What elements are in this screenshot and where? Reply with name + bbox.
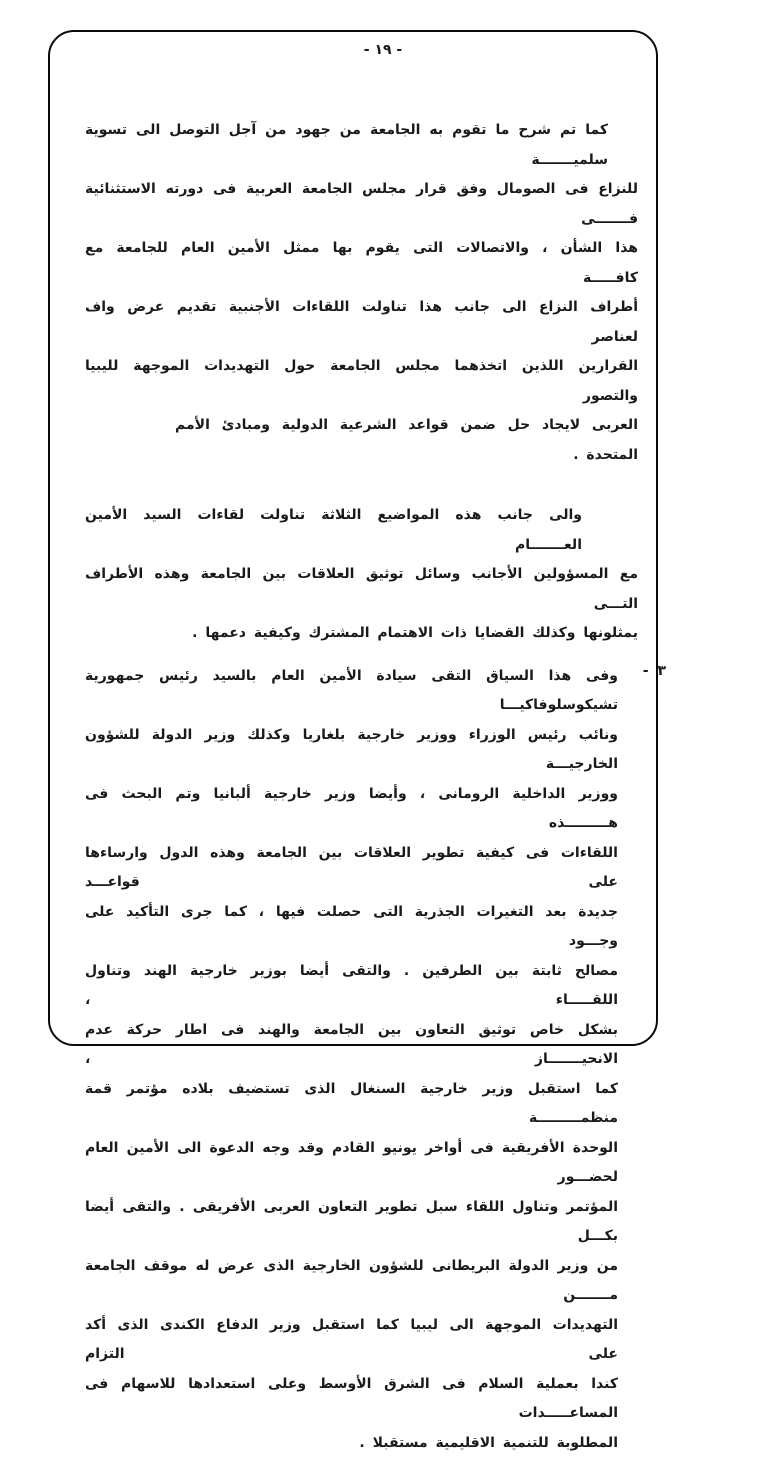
text-line: اللقاءات فى كيفية تطوير العلاقات بين الجامعة وهذه الدول وارساءها على قواعـــد: [85, 839, 618, 898]
page-number: - ١٩ -: [80, 42, 686, 58]
text-line: الوحدة الأفريقية فى أواخر يونيو القادم وقد وجه الدعوة الى الأمين العام لحضـــور: [85, 1134, 618, 1193]
text-line: ونائب رئيس الوزراء ووزير خارجية بلغاريا وكذلك وزير الدولة للشؤون الخارجيـــة: [85, 721, 618, 780]
text-line: هذا الشأن ، والاتصالات التى يقوم بها ممثل الأمين العام للجامعة مع كافـــــة: [85, 234, 638, 293]
text-line: يمثلونها وكذلك القضايا ذات الاهتمام المشترك وكيفية دعمها .: [85, 619, 638, 649]
list-item-number: ٣ -: [643, 663, 666, 679]
text-line: والى جانب هذه المواضيع الثلاثة تناولت لقاءات السيد الأمين العـــــــام: [85, 501, 638, 560]
text-line: وفى هذا السياق التقى سيادة الأمين العام بالسيد رئيس جمهورية تشيكوسلوفاكيـــا: [85, 662, 618, 721]
paragraph-three-topics: [85, 501, 638, 649]
item-3-lines: [85, 662, 618, 1458]
page-border: [48, 30, 658, 1046]
text-line: أطراف النزاع الى جانب هذا تناولت اللقاءات الأجنبية تقديم عرض واف لعناصر: [85, 293, 638, 352]
text-line: القرارين اللذين اتخذهما مجلس الجامعة حول التهديدات الموجهة لليبيا والتصور: [85, 352, 638, 411]
text-line: من وزير الدولة البريطانى للشؤون الخارجية الذى عرض له موقف الجامعة مـــــــن: [85, 1252, 618, 1311]
text-line: التهديدات الموجهة الى ليبيا كما استقبل وزير الدفاع الكندى الذى أكد على التزام: [85, 1311, 618, 1370]
paragraph-somalia-mediation: [85, 116, 638, 470]
text-line: مصالح ثابتة بين الطرفين . والتقى أيضا بوزير خارجية الهند وتناول اللقـــــاء ،: [85, 957, 618, 1016]
text-line: كندا بعملية السلام فى الشرق الأوسط وعلى استعدادها للاسهام فى المساعـــــدات: [85, 1370, 618, 1429]
text-line: المؤتمر وتناول اللقاء سبل تطوير التعاون العربى الأفريقى . والتقى أيضا بكـــل: [85, 1193, 618, 1252]
text-line: ووزير الداخلية الرومانى ، وأيضا وزير خارجية ألبانيا وتم البحث فى هـــــــــذه: [85, 780, 618, 839]
text-line: مع المسؤولين الأجانب وسائل توثيق العلاقات بين الجامعة وهذه الأطراف التـــى: [85, 560, 638, 619]
text-line: جديدة بعد التغيرات الجذرية التى حصلت فيها ، كما جرى التأكيد على وجـــود: [85, 898, 618, 957]
text-line: العربى لايجاد حل ضمن قواعد الشرعية الدولية ومبادئ الأمم المتحدة .: [85, 411, 638, 470]
text-line: كما استقبل وزير خارجية السنغال الذى تستضيف بلاده مؤتمر قمة منظمـــــــــة: [85, 1075, 618, 1134]
text-line: بشكل خاص توثيق التعاون بين الجامعة والهند فى اطار حركة عدم الانحيـــــــاز ،: [85, 1016, 618, 1075]
page-content: [85, 116, 638, 1458]
text-line: المطلوبة للتنمية الاقليمية مستقبلا .: [85, 1429, 618, 1458]
text-line: للنزاع فى الصومال وفق قرار مجلس الجامعة العربية فى دورته الاستثنائية فـــــــى: [85, 175, 638, 234]
text-line: كما تم شرح ما تقوم به الجامعة من جهود من آجل التوصل الى تسوية سلميـــــــة: [85, 116, 638, 175]
paragraph-item-3-meetings: [85, 662, 638, 1458]
